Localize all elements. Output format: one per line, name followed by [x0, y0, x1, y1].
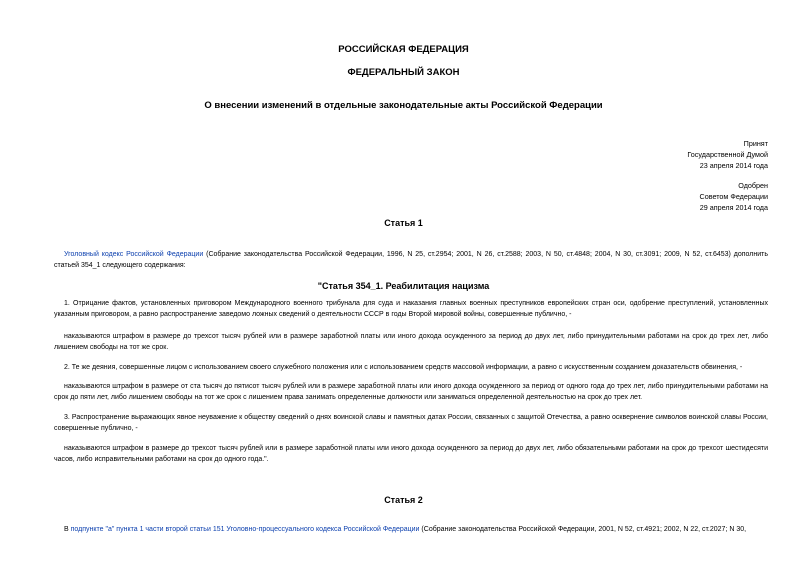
- accepted-date: 23 апреля 2014 года: [699, 161, 768, 170]
- accepted-by: Государственной Думой: [687, 150, 768, 159]
- criminal-code-link[interactable]: Уголовный кодекс Российской Федерации: [64, 251, 204, 258]
- accepted-label: Принят: [743, 139, 768, 148]
- law-title: О внесении изменений в отдельные законодательные акты Российской Федерации: [204, 100, 603, 111]
- approved-block: [700, 180, 768, 213]
- paragraph-3-sanction: наказываются штрафом в размере до трехсот тысяч рублей или в размере заработной платы или иного дохода осужденного за период до двух лет, либо обязательными работами на срок до трехсот шестидесяти часов, либо исправительными работами на срок до одного года.".: [54, 445, 768, 463]
- paragraph-2: 2. Те же деяния, совершенные лицом с использованием своего служебного положения или с использованием средств массовой информации, а равно с искусственным созданием доказательств обвинения, -: [64, 364, 743, 371]
- article-1-intro-text: (Собрание законодательства Российской Федерации, 1996, N 25, ст.2954; 2001, N 26, ст.2588; 2003, N 50, ст.4848; 2004, N 30, ст.3091; 2009, N 52, ст.6453) дополнить статьей 354_1 следующего содержания:: [54, 251, 768, 269]
- country-heading: РОССИЙСКАЯ ФЕДЕРАЦИЯ: [338, 44, 469, 55]
- paragraph-3: 3. Распространение выражающих явное неуважение к обществу сведений о днях воинской славы и памятных датах России, связанных с защитой Отечества, а равно осквернение символов воинской славы России, совершенные публично, -: [54, 414, 768, 432]
- paragraph-1-sanction: наказываются штрафом в размере до трехсот тысяч рублей или в размере заработной платы или иного дохода осужденного за период до двух лет, либо принудительными работами на срок до трех лет, либо лишением свободы на тот же срок.: [54, 333, 768, 351]
- accepted-block: [687, 138, 768, 171]
- paragraph-1: 1. Отрицание фактов, установленных приговором Международного военного трибунала для суда и наказания главных военных преступников европейских стран оси, одобрение преступлений, установленных указанным приговором, а равно распространение заведомо ложных сведений о деятельности СССР в годы Второй мировой войны, совершенные публично, -: [54, 300, 768, 318]
- paragraph-2-sanction: наказываются штрафом в размере от ста тысяч до пятисот тысяч рублей или в размере заработной платы или иного дохода осужденного за период от одного года до трех лет, либо принудительными работами на срок до пяти лет, либо лишением свободы на тот же срок с лишением права занимать определенные должности или заниматься определенной деятельностью на срок до трех лет.: [54, 383, 768, 401]
- approved-label: Одобрен: [738, 181, 768, 190]
- article-1-heading: Статья 1: [384, 218, 423, 228]
- article-2-suffix: (Собрание законодательства Российской Федерации, 2001, N 52, ст.4921; 2002, N 22, ст.2027; N 30,: [419, 526, 747, 533]
- article-2-prefix: В: [64, 526, 71, 533]
- article-2-heading: Статья 2: [384, 495, 423, 505]
- article-2-text: [54, 524, 768, 535]
- approved-by: Советом Федерации: [699, 192, 768, 201]
- criminal-procedure-code-link[interactable]: подпункте "а" пункта 1 части второй статьи 151 Уголовно-процессуального кодекса Российской Федерации: [70, 526, 420, 533]
- new-article-title: "Статья 354_1. Реабилитация нацизма: [317, 281, 490, 291]
- law-type-heading: ФЕДЕРАЛЬНЫЙ ЗАКОН: [347, 67, 460, 78]
- approved-date: 29 апреля 2014 года: [699, 203, 768, 212]
- article-1-intro: [54, 249, 768, 271]
